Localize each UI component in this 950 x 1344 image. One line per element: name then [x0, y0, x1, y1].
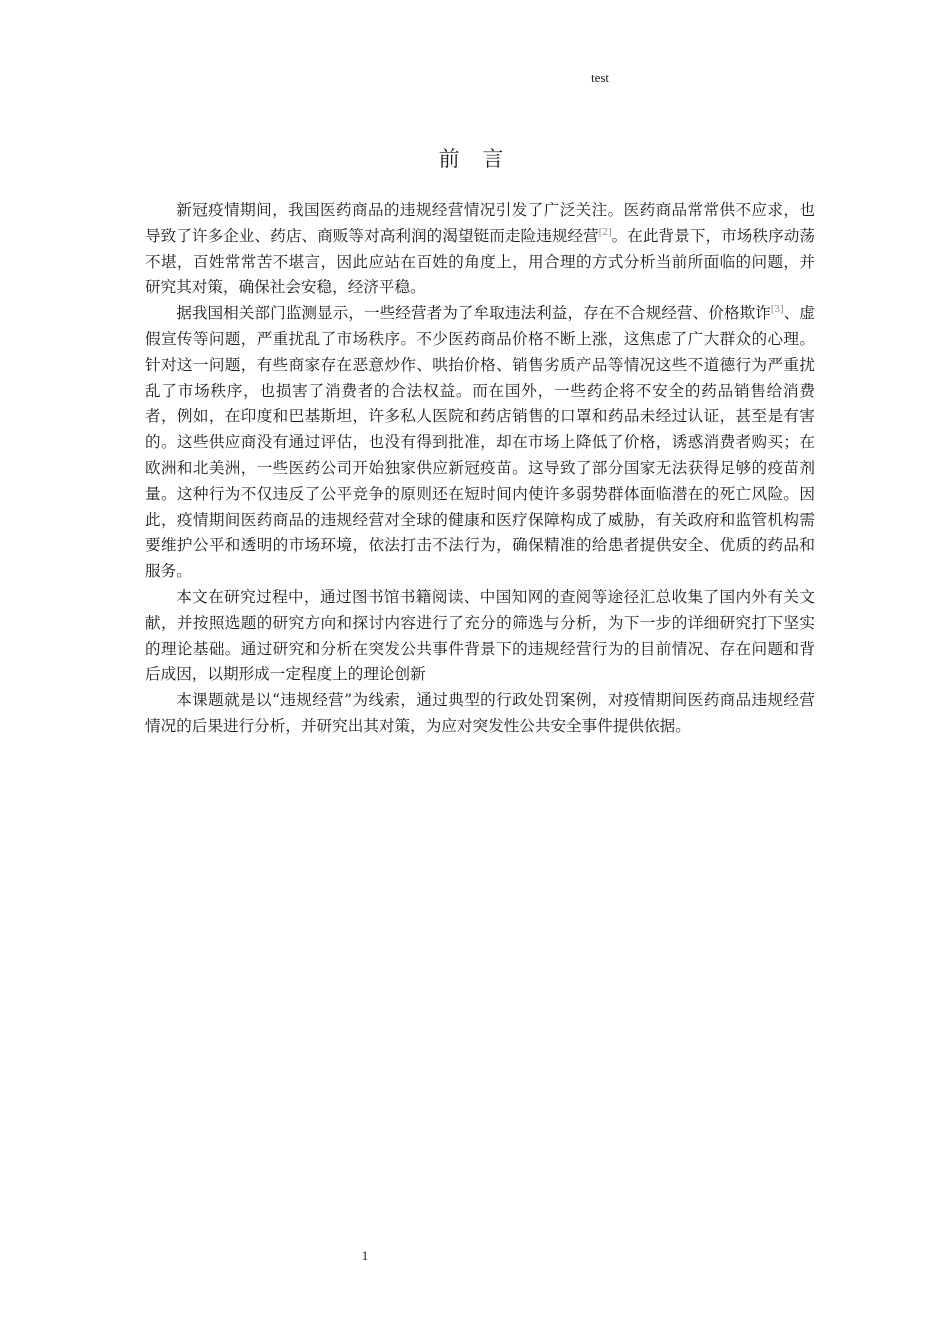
document-body [145, 198, 815, 740]
paragraph-1-text-cont: 。在此背景下，市场秩序动荡不堪，百姓常常苦不堪言，因此应站在百姓的角度上，用合理的方式分析当前所面临的问题，并研究其对策，确保社会安稳，经济平稳。 [145, 226, 815, 297]
paragraph-3-text: 本文在研究过程中，通过图书馆书籍阅读、中国知网的查阅等途径汇总收集了国内外有关文献，并按照选题的研究方向和探讨内容进行了充分的筛选与分析，为下一步的详细研究打下坚实的理论基础。通过研究和分析在突发公共事件背景下的违规经营行为的目前情况、存在问题和背后成因，以期形成一定程度上的理论创新 [145, 587, 815, 684]
paragraph-2-text-cont: 、虚假宣传等问题，严重扰乱了市场秩序。不少医药商品价格不断上涨，这焦虑了广大群众的心理。针对这一问题，有些商家存在恶意炒作、哄抬价格、销售劣质产品等情况这些不道德行为严重扰乱了市场秩序，也损害了消费者的合法权益。而在国外，一些药企将不安全的药品销售给消费者，例如，在印度和巴基斯坦，许多私人医院和药店销售的口罩和药品未经过认证，甚至是有害的。这些供应商没有通过评估，也没有得到批准，却在市场上降低了价格，诱惑消费者购买；在欧洲和北美洲，一些医药公司开始独家供应新冠疫苗。这导致了部分国家无法获得足够的疫苗剂量。这种行为不仅违反了公平竞争的原则还在短时间内使许多弱势群体面临潜在的死亡风险。因此，疫情期间医药商品的违规经营对全球的健康和医疗保障构成了威胁，有关政府和监管机构需要维护公平和透明的市场环境，依法打击不法行为，确保精准的给患者提供安全、优质的药品和服务。 [145, 304, 815, 581]
page-title: 前 言 [438, 147, 512, 171]
paragraph-1-text: 新冠疫情期间，我国医药商品的违规经营情况引发了广泛关注。医药商品常常供不应求，也导致了许多企业、药店、商贩等对高利润的渴望铤而走险违规经营 [145, 201, 815, 245]
page-number: 1 [361, 1248, 369, 1263]
citation-3[interactable]: [3] [770, 305, 784, 315]
citation-2[interactable]: [2] [598, 227, 612, 238]
paragraph-2 [145, 301, 815, 585]
page-header: test [590, 70, 610, 85]
paragraph-4 [145, 688, 815, 740]
paragraph-4-text: 本课题就是以“违规经营”为线索，通过典型的行政处罚案例，对疫情期间医药商品违规经营情况的后果进行分析，并研究出其对策，为应对突发性公共安全事件提供依据。 [145, 691, 815, 735]
paragraph-3 [145, 585, 815, 688]
paragraph-2-text: 据我国相关部门监测显示，一些经营者为了牟取违法利益，存在不合规经营、价格欺诈 [176, 304, 771, 323]
paragraph-1 [145, 198, 815, 301]
